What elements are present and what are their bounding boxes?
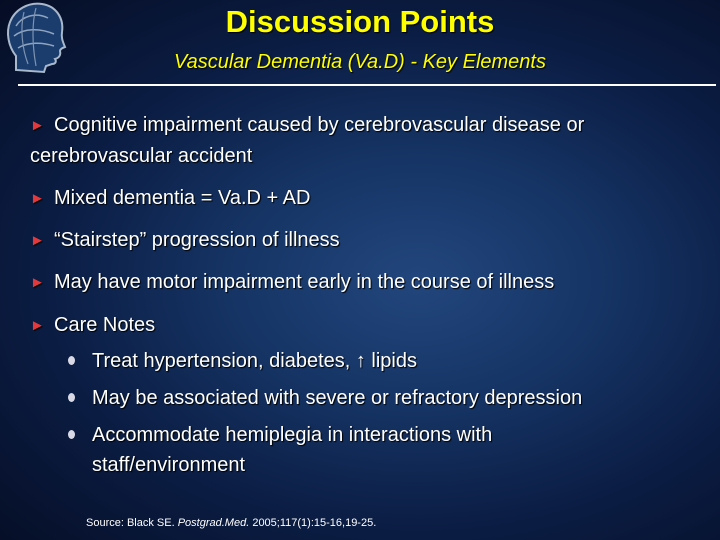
bullet-text: May have motor impairment early in the course of illness: [54, 271, 555, 293]
bullet-item: [30, 110, 710, 171]
bullet-text: “Stairstep” progression of illness: [54, 229, 340, 251]
dot-icon: [68, 356, 75, 365]
triangle-arrow-icon: ►: [30, 232, 45, 249]
bullet-item: [30, 267, 710, 298]
triangle-arrow-icon: ►: [30, 317, 45, 334]
source-suffix: 2005;117(1):15-16,19-25.: [249, 517, 377, 529]
sub-bullet-text-continued: staff/environment: [92, 454, 246, 476]
bullet-item: [30, 183, 710, 214]
sub-bullet-item: [60, 383, 710, 413]
bullet-item: [30, 310, 710, 341]
slide-subtitle: Vascular Dementia (Va.D) - Key Elements: [174, 51, 546, 73]
source-citation: [86, 517, 376, 529]
sub-bullet-text: Treat hypertension, diabetes, ↑ lipids: [92, 350, 417, 372]
dot-icon: [68, 393, 75, 402]
sub-bullet-item: [60, 346, 710, 376]
bullet-text: Care Notes: [54, 314, 156, 336]
bullet-item: [30, 225, 710, 256]
source-journal: Postgrad.Med.: [177, 517, 250, 529]
sub-bullet-item: [60, 420, 710, 480]
triangle-arrow-icon: ►: [30, 117, 45, 134]
slide-title: Discussion Points: [225, 4, 495, 39]
bullet-text: Cognitive impairment caused by cerebrovascular disease or: [54, 114, 585, 136]
sub-bullet-text: Accommodate hemiplegia in interactions with: [92, 424, 493, 446]
bullet-text: Mixed dementia = Va.D + AD: [54, 187, 311, 209]
bullet-text-continued: cerebrovascular accident: [30, 145, 253, 167]
triangle-arrow-icon: ►: [30, 190, 45, 207]
source-prefix: Source: Black SE.: [86, 517, 178, 529]
sub-bullet-text: May be associated with severe or refractory depression: [92, 387, 583, 409]
dot-icon: [68, 430, 75, 439]
title-divider: [18, 84, 716, 86]
triangle-arrow-icon: ►: [30, 274, 45, 291]
